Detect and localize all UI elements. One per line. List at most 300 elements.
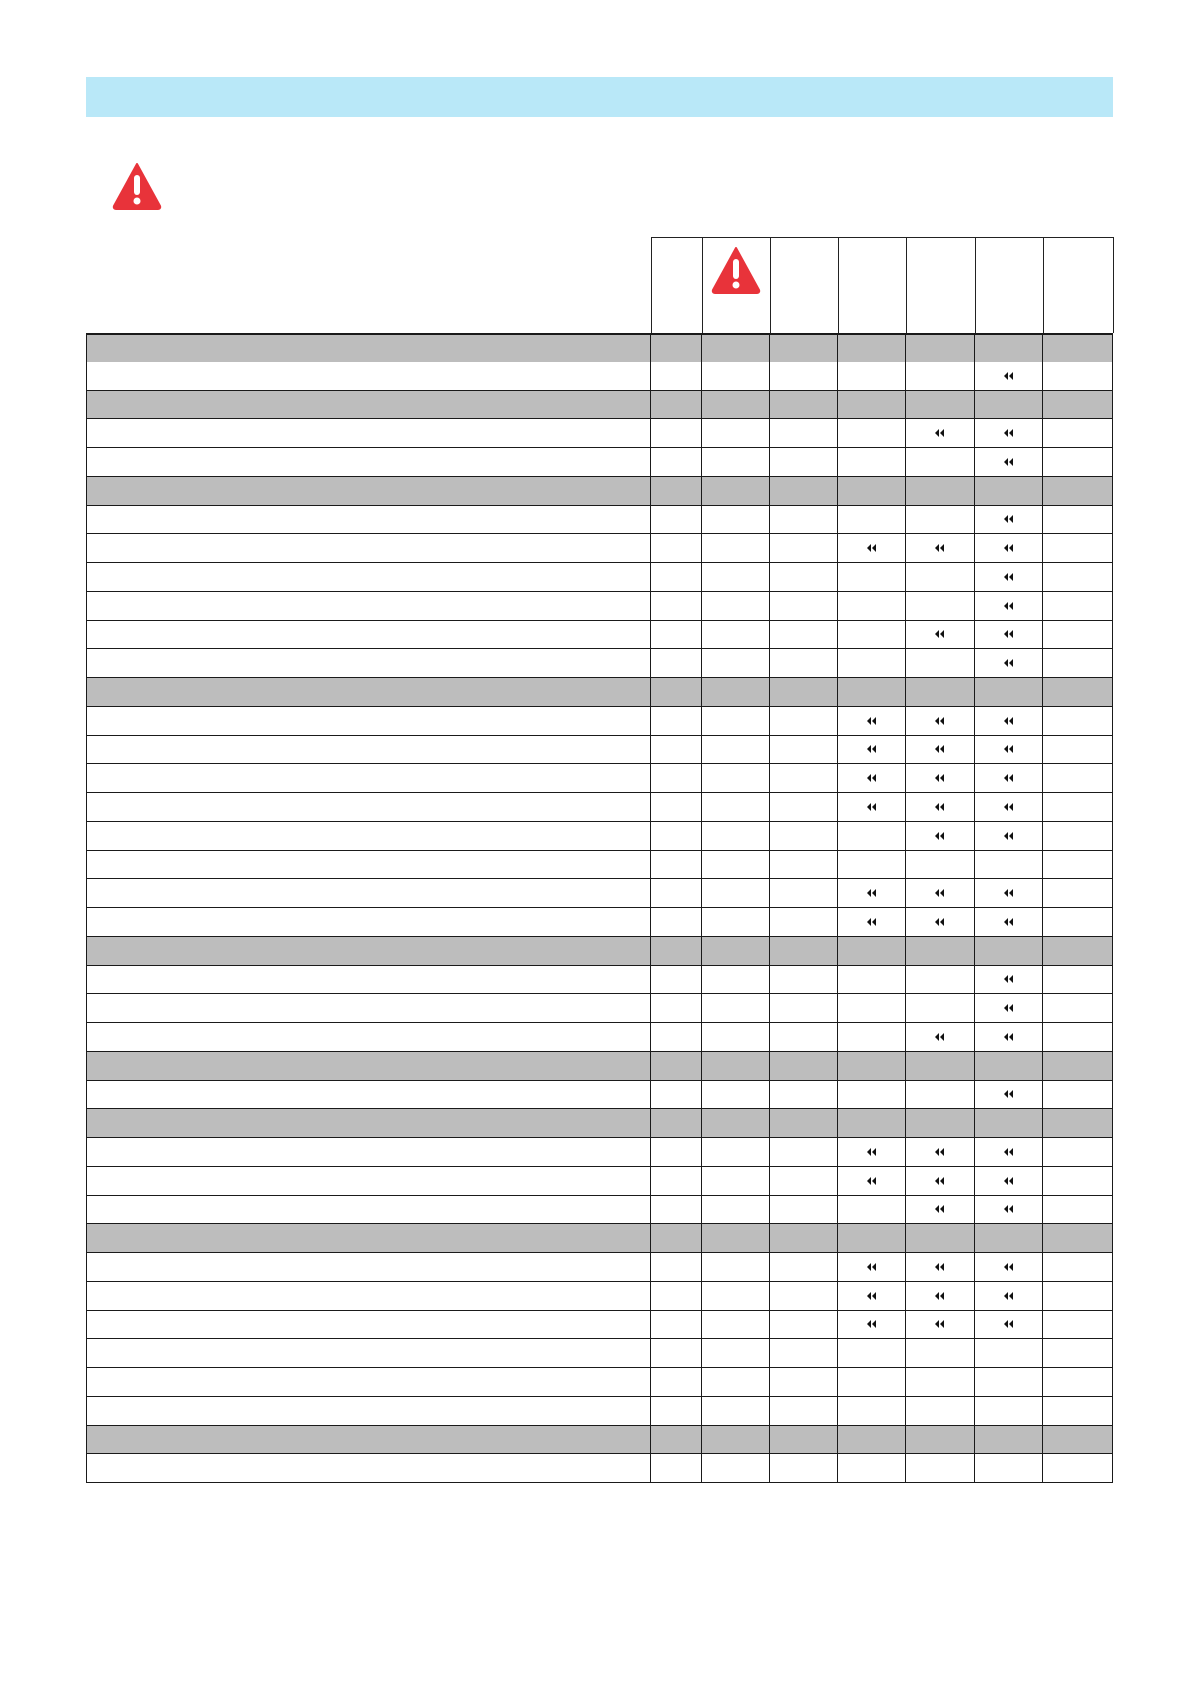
value-cell [651,879,702,908]
value-cell [770,362,838,391]
value-cell [702,822,770,851]
section-row [86,1224,1113,1253]
value-cell [838,1052,906,1081]
row-label-cell [86,534,651,563]
value-cell [770,1311,838,1340]
table-row [86,1023,1113,1052]
row-label-cell [86,649,651,678]
value-cell [702,592,770,621]
value-cell [702,335,770,364]
row-label-cell [86,707,651,736]
row-label-cell [86,822,651,851]
value-cell [906,1052,975,1081]
double-chevron-left-icon [933,1145,947,1159]
value-cell [702,649,770,678]
double-chevron-left-icon [933,714,947,728]
value-cell [838,1109,906,1138]
value-cell [702,707,770,736]
table-row [86,1368,1113,1397]
value-cell [702,1253,770,1282]
value-cell [975,1454,1043,1483]
value-cell [651,448,702,477]
value-cell [651,477,702,506]
value-cell [770,822,838,851]
table-row [86,1081,1113,1110]
value-cell [651,419,702,448]
value-cell [651,1081,702,1110]
value-cell [702,1138,770,1167]
table-row [86,1282,1113,1311]
value-cell [770,851,838,880]
value-cell [770,793,838,822]
value-cell [838,335,906,364]
value-cell [1043,764,1113,793]
value-cell [770,506,838,535]
value-cell [906,448,975,477]
value-cell [975,649,1043,678]
value-cell [702,851,770,880]
value-cell [838,851,906,880]
value-cell [770,1253,838,1282]
value-cell [770,908,838,937]
table-row [86,764,1113,793]
value-cell [770,1339,838,1368]
value-cell [838,1196,906,1225]
value-cell [975,707,1043,736]
value-cell [975,678,1043,707]
value-cell [975,1224,1043,1253]
value-cell [702,621,770,650]
value-cell [702,563,770,592]
double-chevron-left-icon [1002,627,1016,641]
section-row [86,1109,1113,1138]
row-label-cell [86,391,651,420]
value-cell [1043,1196,1113,1225]
value-cell [906,707,975,736]
row-label-cell [86,678,651,707]
double-chevron-left-icon [1002,972,1016,986]
double-chevron-left-icon [865,1260,879,1274]
value-cell [1043,1454,1113,1483]
value-cell [838,822,906,851]
value-cell [702,678,770,707]
value-cell [975,1023,1043,1052]
value-cell [975,994,1043,1023]
table-row [86,736,1113,765]
value-cell [702,994,770,1023]
value-cell [838,649,906,678]
double-chevron-left-icon [933,829,947,843]
row-label-cell [86,1052,651,1081]
value-cell [1043,1081,1113,1110]
section-row [86,333,1113,362]
value-cell [770,1052,838,1081]
value-cell [702,736,770,765]
value-cell [838,764,906,793]
row-label-cell [86,1196,651,1225]
warning-triangle-icon [711,246,761,294]
table-row [86,1311,1113,1340]
section-row [86,1052,1113,1081]
double-chevron-left-icon [933,627,947,641]
value-cell [975,1081,1043,1110]
row-label-cell [86,793,651,822]
value-cell [651,793,702,822]
value-cell [1043,908,1113,937]
double-chevron-left-icon [1002,714,1016,728]
double-chevron-left-icon [1002,915,1016,929]
value-cell [975,966,1043,995]
double-chevron-left-icon [1002,599,1016,613]
value-cell [838,563,906,592]
value-cell [975,1339,1043,1368]
value-cell [906,1368,975,1397]
value-cell [770,1138,838,1167]
double-chevron-left-icon [865,1174,879,1188]
value-cell [1043,1224,1113,1253]
value-cell [975,1368,1043,1397]
value-cell [651,362,702,391]
value-cell [975,1167,1043,1196]
value-cell [1043,649,1113,678]
value-cell [906,1339,975,1368]
double-chevron-left-icon [1002,829,1016,843]
value-cell [651,621,702,650]
table-row [86,879,1113,908]
value-cell [838,1138,906,1167]
double-chevron-left-icon [865,742,879,756]
value-cell [770,764,838,793]
value-cell [906,419,975,448]
value-cell [702,391,770,420]
table-row [86,1167,1113,1196]
value-cell [838,1454,906,1483]
value-cell [838,506,906,535]
value-cell [770,1196,838,1225]
value-cell [651,391,702,420]
value-cell [702,1397,770,1426]
value-cell [1043,448,1113,477]
value-cell [770,649,838,678]
double-chevron-left-icon [1002,656,1016,670]
row-label-cell [86,966,651,995]
value-cell [838,793,906,822]
value-cell [702,1167,770,1196]
value-cell [651,994,702,1023]
value-cell [838,937,906,966]
double-chevron-left-icon [1002,570,1016,584]
value-cell [838,1426,906,1455]
value-cell [838,534,906,563]
double-chevron-left-icon [1002,771,1016,785]
double-chevron-left-icon [1002,742,1016,756]
value-cell [1043,391,1113,420]
value-cell [770,1167,838,1196]
value-cell [651,649,702,678]
value-cell [906,1196,975,1225]
value-cell [651,822,702,851]
double-chevron-left-icon [865,771,879,785]
value-cell [651,1196,702,1225]
row-label-cell [86,335,651,364]
value-cell [702,1109,770,1138]
value-cell [770,448,838,477]
table-row [86,448,1113,477]
value-cell [651,1138,702,1167]
value-cell [651,1109,702,1138]
value-cell [651,1311,702,1340]
table-row [86,563,1113,592]
value-cell [906,1397,975,1426]
row-label-cell [86,1109,651,1138]
double-chevron-left-icon [1002,1087,1016,1101]
row-label-cell [86,1253,651,1282]
value-cell [702,793,770,822]
value-cell [770,994,838,1023]
value-cell [1043,1368,1113,1397]
value-cell [838,879,906,908]
value-cell [702,419,770,448]
double-chevron-left-icon [1002,1289,1016,1303]
value-cell [1043,534,1113,563]
double-chevron-left-icon [1002,1001,1016,1015]
value-cell [770,477,838,506]
value-cell [906,793,975,822]
value-cell [702,534,770,563]
value-cell [770,419,838,448]
value-cell [1043,736,1113,765]
value-cell [702,448,770,477]
value-cell [770,966,838,995]
value-cell [906,851,975,880]
value-cell [906,822,975,851]
row-label-cell [86,994,651,1023]
row-label-cell [86,1081,651,1110]
value-cell [1043,335,1113,364]
value-cell [651,1282,702,1311]
table-row [86,707,1113,736]
value-cell [1043,506,1113,535]
section-row [86,391,1113,420]
row-label-cell [86,477,651,506]
value-cell [770,1282,838,1311]
value-cell [651,335,702,364]
double-chevron-left-icon [1002,886,1016,900]
row-label-cell [86,592,651,621]
double-chevron-left-icon [933,1289,947,1303]
value-cell [702,1368,770,1397]
value-cell [838,736,906,765]
value-cell [838,1311,906,1340]
value-cell [770,1081,838,1110]
double-chevron-left-icon [1002,512,1016,526]
value-cell [1043,1167,1113,1196]
double-chevron-left-icon [933,426,947,440]
value-cell [702,1426,770,1455]
value-cell [1043,362,1113,391]
table-row [86,994,1113,1023]
value-cell [838,678,906,707]
value-cell [838,707,906,736]
double-chevron-left-icon [865,915,879,929]
value-cell [702,1282,770,1311]
value-cell [1043,592,1113,621]
value-cell [975,736,1043,765]
value-cell [702,1339,770,1368]
value-cell [1043,1253,1113,1282]
row-label-cell [86,506,651,535]
double-chevron-left-icon [1002,1317,1016,1331]
value-cell [651,1339,702,1368]
value-cell [702,477,770,506]
value-cell [906,362,975,391]
value-cell [906,1253,975,1282]
row-label-cell [86,937,651,966]
value-cell [1043,1339,1113,1368]
value-cell [906,764,975,793]
value-cell [838,621,906,650]
row-label-cell [86,1426,651,1455]
row-label-cell [86,908,651,937]
value-cell [975,764,1043,793]
value-cell [1043,1138,1113,1167]
value-cell [1043,966,1113,995]
value-cell [975,822,1043,851]
value-cell [975,592,1043,621]
value-cell [651,1397,702,1426]
row-label-cell [86,1339,651,1368]
table-row [86,1196,1113,1225]
row-label-cell [86,362,651,391]
value-cell [702,764,770,793]
double-chevron-left-icon [933,1202,947,1216]
double-chevron-left-icon [933,1260,947,1274]
value-cell [906,477,975,506]
value-cell [975,419,1043,448]
value-cell [651,1167,702,1196]
value-cell [975,1253,1043,1282]
value-cell [906,335,975,364]
value-cell [975,1196,1043,1225]
value-cell [975,1426,1043,1455]
row-label-cell [86,1311,651,1340]
value-cell [770,391,838,420]
value-cell [906,678,975,707]
value-cell [770,1426,838,1455]
value-cell [838,1397,906,1426]
value-cell [770,534,838,563]
value-cell [975,1311,1043,1340]
value-cell [651,1253,702,1282]
double-chevron-left-icon [1002,426,1016,440]
value-cell [906,736,975,765]
value-cell [702,966,770,995]
double-chevron-left-icon [865,714,879,728]
value-cell [651,736,702,765]
value-cell [651,1368,702,1397]
value-cell [906,908,975,937]
value-cell [770,736,838,765]
value-cell [838,362,906,391]
value-cell [770,1023,838,1052]
value-cell [1043,1023,1113,1052]
value-cell [975,1282,1043,1311]
value-cell [770,937,838,966]
table-row [86,649,1113,678]
value-cell [1043,937,1113,966]
value-cell [906,649,975,678]
value-cell [975,793,1043,822]
value-cell [975,621,1043,650]
value-cell [975,391,1043,420]
row-label-cell [86,419,651,448]
value-cell [906,937,975,966]
row-label-cell [86,563,651,592]
value-cell [702,1081,770,1110]
double-chevron-left-icon [933,800,947,814]
value-cell [975,851,1043,880]
value-cell [906,1167,975,1196]
row-label-cell [86,1397,651,1426]
double-chevron-left-icon [865,1145,879,1159]
value-cell [906,1023,975,1052]
value-cell [770,707,838,736]
table-row [86,506,1113,535]
value-cell [702,362,770,391]
value-cell [1043,621,1113,650]
section-row [86,1426,1113,1455]
table-row [86,419,1113,448]
value-cell [770,1368,838,1397]
value-cell [1043,1282,1113,1311]
table-row [86,966,1113,995]
value-cell [770,1109,838,1138]
value-cell [838,448,906,477]
value-cell [770,1397,838,1426]
value-cell [651,707,702,736]
value-cell [702,879,770,908]
row-label-cell [86,879,651,908]
table-row [86,621,1113,650]
value-cell [770,678,838,707]
double-chevron-left-icon [1002,455,1016,469]
value-cell [1043,822,1113,851]
value-cell [651,563,702,592]
value-cell [702,1224,770,1253]
value-cell [906,966,975,995]
double-chevron-left-icon [1002,1174,1016,1188]
value-cell [651,1426,702,1455]
value-cell [1043,793,1113,822]
value-cell [651,1454,702,1483]
value-cell [1043,1426,1113,1455]
value-cell [651,908,702,937]
value-cell [975,563,1043,592]
value-cell [838,391,906,420]
value-cell [838,1253,906,1282]
value-cell [651,1052,702,1081]
value-cell [770,335,838,364]
section-row [86,678,1113,707]
column-header [975,237,1044,333]
value-cell [975,506,1043,535]
column-header [651,237,703,333]
value-cell [838,1167,906,1196]
value-cell [975,534,1043,563]
table-row [86,1397,1113,1426]
double-chevron-left-icon [933,541,947,555]
value-cell [838,419,906,448]
